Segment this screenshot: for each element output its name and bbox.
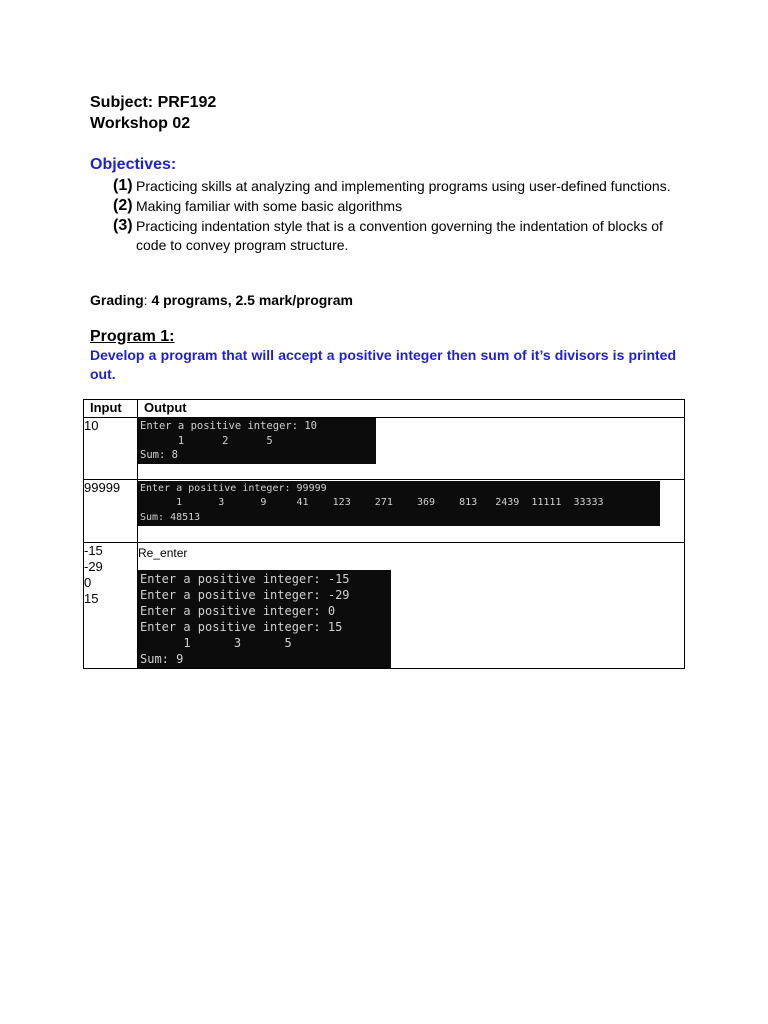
objectives-list	[113, 177, 673, 256]
console-line: Sum: 48513	[140, 511, 201, 523]
grading-value: 4 programs, 2.5 mark/program	[151, 292, 353, 308]
console-line: Enter a positive integer: -29	[140, 588, 350, 602]
console-line: 1 3 9 41 123 271 369 813 2439 11111 33333	[140, 497, 604, 508]
console-output	[138, 481, 660, 527]
input-value: 0	[84, 575, 92, 590]
input-cell	[84, 418, 138, 480]
table-header-row	[84, 400, 685, 418]
console-line: 1 2 5	[140, 434, 273, 447]
objective-text: Practicing skills at analyzing and implementing programs using user-defined functions.	[136, 178, 671, 194]
objective-number: (2)	[113, 197, 133, 214]
objective-text: Practicing indentation style that is a convention governing the indentation of blocks of code to convey program structure.	[136, 218, 663, 253]
output-cell	[138, 479, 685, 543]
console-line: Sum: 9	[140, 652, 184, 666]
objectives-title: Objectives:	[90, 156, 177, 173]
grading-separator: :	[143, 292, 152, 308]
input-value: -15	[84, 543, 103, 558]
grading-line	[90, 292, 353, 308]
input-value: 10	[84, 418, 99, 433]
grading-label: Grading	[90, 292, 144, 308]
console-line: Enter a positive integer: 10	[140, 420, 318, 432]
console-output	[138, 418, 376, 464]
subject-heading: Subject: PRF192	[90, 94, 217, 111]
input-cell	[84, 479, 138, 543]
workshop-heading: Workshop 02	[90, 115, 191, 132]
objective-item	[113, 217, 673, 255]
objective-number: (3)	[113, 217, 133, 234]
input-value: 99999	[84, 479, 121, 495]
input-value: 15	[84, 591, 99, 606]
objective-item	[113, 177, 673, 196]
objective-number: (1)	[113, 177, 133, 194]
output-cell	[138, 418, 685, 480]
console-output	[138, 570, 391, 668]
input-column-header: Input	[84, 400, 138, 418]
io-table	[83, 399, 685, 669]
reenter-note: Re_enter	[138, 546, 188, 560]
output-column-header: Output	[138, 400, 685, 418]
table-row	[84, 543, 685, 669]
console-line: Enter a positive integer: 99999	[140, 482, 327, 494]
console-line: Enter a positive integer: 15	[140, 620, 343, 634]
console-line: 1 3 5	[140, 636, 292, 650]
program-title: Program 1:	[90, 328, 175, 345]
console-line: Enter a positive integer: 0	[140, 604, 336, 618]
output-cell	[138, 543, 685, 669]
objective-text: Making familiar with some basic algorithms	[136, 198, 403, 214]
program-description: Develop a program that will accept a positive integer then sum of it’s divisors is printed out.	[90, 347, 676, 382]
input-value: -29	[84, 559, 103, 574]
table-row	[84, 418, 685, 480]
table-row	[84, 479, 685, 543]
objective-item	[113, 197, 673, 216]
input-cell	[84, 543, 138, 669]
console-line: Enter a positive integer: -15	[140, 572, 350, 586]
console-line: Sum: 8	[140, 449, 178, 461]
